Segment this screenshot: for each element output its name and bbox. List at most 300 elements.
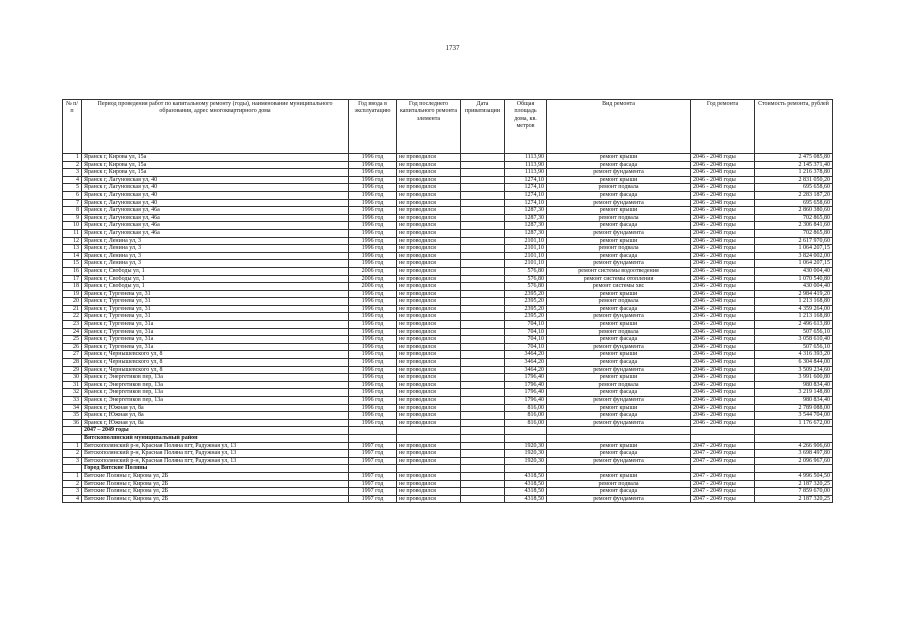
row-year-built: 1996 год bbox=[349, 161, 397, 169]
section-title: Город Вятские Поляны bbox=[82, 465, 349, 473]
row-number: 29 bbox=[63, 366, 82, 374]
row-year-built: 1997 год bbox=[349, 495, 397, 503]
row-year-built: 1996 год bbox=[349, 404, 397, 412]
row-privatization bbox=[461, 161, 505, 169]
row-privatization bbox=[461, 229, 505, 237]
row-repair-years: 2046 - 2048 годы bbox=[691, 191, 755, 199]
row-cost: 1 213 168,80 bbox=[755, 313, 833, 321]
row-cost: 507 656,10 bbox=[755, 343, 833, 351]
row-repair-type: ремонт фундамента bbox=[547, 343, 691, 351]
row-last-repair: не проводился bbox=[397, 229, 461, 237]
row-area: 1287,30 bbox=[505, 222, 547, 230]
row-privatization bbox=[461, 275, 505, 283]
row-year-built: 1996 год bbox=[349, 290, 397, 298]
empty-cell bbox=[397, 427, 461, 435]
row-repair-years: 2047 - 2049 годы bbox=[691, 480, 755, 488]
row-last-repair: не проводился bbox=[397, 222, 461, 230]
row-privatization bbox=[461, 199, 505, 207]
table-row bbox=[63, 328, 833, 336]
table-row bbox=[63, 176, 833, 184]
row-number: 13 bbox=[63, 245, 82, 253]
row-address: Яранск г, Тургенева ул, 31а bbox=[82, 328, 349, 336]
row-year-built: 1996 год bbox=[349, 207, 397, 215]
row-repair-years: 2046 - 2048 годы bbox=[691, 207, 755, 215]
row-repair-type: ремонт фундамента bbox=[547, 199, 691, 207]
row-area: 3464,20 bbox=[505, 359, 547, 367]
row-address: Яранск г, Чернышевского ул, 8 bbox=[82, 366, 349, 374]
row-year-built: 1996 год bbox=[349, 298, 397, 306]
page-number: 1737 bbox=[445, 44, 460, 52]
row-repair-years: 2046 - 2048 годы bbox=[691, 290, 755, 298]
empty-cell bbox=[547, 465, 691, 473]
row-year-built: 1996 год bbox=[349, 176, 397, 184]
header-num: № п/п bbox=[63, 100, 82, 154]
row-repair-type: ремонт фасада bbox=[547, 252, 691, 260]
header-privatization: Дата приватизации bbox=[461, 100, 505, 154]
row-year-built: 1996 год bbox=[349, 336, 397, 344]
row-year-built: 1997 год bbox=[349, 442, 397, 450]
row-repair-years: 2046 - 2048 годы bbox=[691, 366, 755, 374]
row-year-built: 1996 год bbox=[349, 222, 397, 230]
row-number: 22 bbox=[63, 313, 82, 321]
row-address: Вятские Поляны г, Кирова ул, 2Б bbox=[82, 472, 349, 480]
row-privatization bbox=[461, 298, 505, 306]
row-year-built: 1996 год bbox=[349, 389, 397, 397]
row-number: 5 bbox=[63, 184, 82, 192]
table-row bbox=[63, 214, 833, 222]
row-number: 1 bbox=[63, 154, 82, 162]
row-year-built: 1996 год bbox=[349, 419, 397, 427]
row-cost: 1 213 168,80 bbox=[755, 298, 833, 306]
row-address: Яранск г, Тургенева ул, 31а bbox=[82, 321, 349, 329]
row-number: 8 bbox=[63, 207, 82, 215]
table-row bbox=[63, 442, 833, 450]
row-repair-years: 2046 - 2048 годы bbox=[691, 267, 755, 275]
row-address: Яранск г, Лагуновская ул, 46а bbox=[82, 207, 349, 215]
row-address: Яранск г, Лагуновская ул, 46а bbox=[82, 229, 349, 237]
row-cost: 4 996 504,50 bbox=[755, 472, 833, 480]
row-last-repair: не проводился bbox=[397, 457, 461, 465]
row-number: 21 bbox=[63, 305, 82, 313]
row-repair-type: ремонт системы отопления bbox=[547, 275, 691, 283]
row-last-repair: не проводился bbox=[397, 381, 461, 389]
header-area: Общая площадь дома, кв. метров bbox=[505, 100, 547, 154]
empty-cell bbox=[755, 427, 833, 435]
row-repair-type: ремонт подвала bbox=[547, 381, 691, 389]
row-privatization bbox=[461, 184, 505, 192]
row-year-built: 1996 год bbox=[349, 260, 397, 268]
row-address: Вятскополянский р-н, Красная Поляна пгт, Радужная ул, 13 bbox=[82, 442, 349, 450]
table-row bbox=[63, 359, 833, 367]
row-year-built: 1997 год bbox=[349, 457, 397, 465]
row-address: Яранск г, Чернышевского ул, 8 bbox=[82, 351, 349, 359]
row-repair-type: ремонт крыши bbox=[547, 154, 691, 162]
table-row bbox=[63, 495, 833, 503]
row-area: 704,10 bbox=[505, 343, 547, 351]
row-privatization bbox=[461, 336, 505, 344]
row-number: 35 bbox=[63, 412, 82, 420]
row-cost: 980 834,40 bbox=[755, 381, 833, 389]
row-area: 2395,20 bbox=[505, 298, 547, 306]
row-repair-type: ремонт системы водоотведения bbox=[547, 267, 691, 275]
section-row bbox=[63, 465, 833, 473]
section-num-cell bbox=[63, 427, 82, 435]
row-repair-years: 2047 - 2049 годы bbox=[691, 457, 755, 465]
header-repair-years: Год ремонта bbox=[691, 100, 755, 154]
row-area: 1920,30 bbox=[505, 442, 547, 450]
row-address: Яранск г, Южная ул, 8а bbox=[82, 404, 349, 412]
table-row bbox=[63, 381, 833, 389]
row-last-repair: не проводился bbox=[397, 389, 461, 397]
row-cost: 3 991 600,80 bbox=[755, 374, 833, 382]
row-cost: 2 617 970,60 bbox=[755, 237, 833, 245]
row-year-built: 1997 год bbox=[349, 472, 397, 480]
row-repair-type: ремонт подвала bbox=[547, 480, 691, 488]
row-repair-years: 2047 - 2049 годы bbox=[691, 495, 755, 503]
table-row bbox=[63, 169, 833, 177]
header-year-built: Год ввода в эксплуатацию bbox=[349, 100, 397, 154]
row-address: Яранск г, Лагуновская ул, 40 bbox=[82, 199, 349, 207]
row-number: 6 bbox=[63, 191, 82, 199]
row-privatization bbox=[461, 397, 505, 405]
empty-cell bbox=[691, 434, 755, 442]
table-row bbox=[63, 480, 833, 488]
row-last-repair: не проводился bbox=[397, 366, 461, 374]
row-area: 2395,20 bbox=[505, 290, 547, 298]
row-last-repair: не проводился bbox=[397, 283, 461, 291]
row-address: Вятскополянский р-н, Красная Поляна пгт, Радужная ул, 13 bbox=[82, 457, 349, 465]
row-last-repair: не проводился bbox=[397, 252, 461, 260]
row-area: 4318,50 bbox=[505, 480, 547, 488]
row-address: Яранск г, Тургенева ул, 31а bbox=[82, 336, 349, 344]
row-privatization bbox=[461, 313, 505, 321]
row-cost: 695 658,60 bbox=[755, 199, 833, 207]
row-cost: 3 698 497,80 bbox=[755, 450, 833, 458]
table-row bbox=[63, 472, 833, 480]
row-privatization bbox=[461, 374, 505, 382]
row-privatization bbox=[461, 267, 505, 275]
row-repair-years: 2046 - 2048 годы bbox=[691, 404, 755, 412]
empty-cell bbox=[691, 465, 755, 473]
row-area: 1274,10 bbox=[505, 191, 547, 199]
row-repair-type: ремонт фасада bbox=[547, 359, 691, 367]
row-repair-type: ремонт фундамента bbox=[547, 495, 691, 503]
row-repair-years: 2046 - 2048 годы bbox=[691, 419, 755, 427]
row-number: 19 bbox=[63, 290, 82, 298]
row-area: 816,00 bbox=[505, 412, 547, 420]
row-year-built: 1997 год bbox=[349, 450, 397, 458]
row-repair-years: 2046 - 2048 годы bbox=[691, 336, 755, 344]
row-address: Вятские Поляны г, Кирова ул, 2Б bbox=[82, 480, 349, 488]
row-repair-type: ремонт крыши bbox=[547, 374, 691, 382]
row-number: 16 bbox=[63, 267, 82, 275]
row-repair-type: ремонт подвала bbox=[547, 184, 691, 192]
row-repair-years: 2046 - 2048 годы bbox=[691, 374, 755, 382]
row-address: Вятские Поляны г, Кирова ул, 2Б bbox=[82, 488, 349, 496]
row-number: 3 bbox=[63, 488, 82, 496]
row-area: 1920,30 bbox=[505, 457, 547, 465]
row-privatization bbox=[461, 480, 505, 488]
section-title: 2047 – 2049 годы bbox=[82, 427, 349, 435]
row-area: 704,10 bbox=[505, 328, 547, 336]
row-repair-years: 2046 - 2048 годы bbox=[691, 359, 755, 367]
row-privatization bbox=[461, 207, 505, 215]
row-repair-years: 2046 - 2048 годы bbox=[691, 169, 755, 177]
row-repair-type: ремонт фундамента bbox=[547, 313, 691, 321]
table-header-row bbox=[63, 100, 833, 154]
row-privatization bbox=[461, 381, 505, 389]
row-repair-type: ремонт фундамента bbox=[547, 419, 691, 427]
row-address: Яранск г, Тургенева ул, 31 bbox=[82, 290, 349, 298]
table-row bbox=[63, 184, 833, 192]
row-area: 1113,90 bbox=[505, 154, 547, 162]
row-year-built: 1996 год bbox=[349, 214, 397, 222]
row-repair-years: 2046 - 2048 годы bbox=[691, 154, 755, 162]
row-last-repair: не проводился bbox=[397, 374, 461, 382]
table-row bbox=[63, 397, 833, 405]
empty-cell bbox=[349, 427, 397, 435]
table-row bbox=[63, 313, 833, 321]
row-cost: 2 145 371,40 bbox=[755, 161, 833, 169]
row-address: Яранск г, Энергетиков пер, 13а bbox=[82, 397, 349, 405]
row-last-repair: не проводился bbox=[397, 207, 461, 215]
row-number: 26 bbox=[63, 343, 82, 351]
row-repair-years: 2046 - 2048 годы bbox=[691, 412, 755, 420]
table-row bbox=[63, 389, 833, 397]
row-number: 14 bbox=[63, 252, 82, 260]
row-last-repair: не проводился bbox=[397, 488, 461, 496]
row-area: 1287,30 bbox=[505, 229, 547, 237]
row-year-built: 2006 год bbox=[349, 275, 397, 283]
table-row bbox=[63, 161, 833, 169]
row-privatization bbox=[461, 389, 505, 397]
table-row bbox=[63, 229, 833, 237]
row-address: Яранск г, Лагуновская ул, 40 bbox=[82, 191, 349, 199]
row-year-built: 1996 год bbox=[349, 252, 397, 260]
table-row bbox=[63, 245, 833, 253]
row-repair-type: ремонт фасада bbox=[547, 305, 691, 313]
row-cost: 3 509 234,60 bbox=[755, 366, 833, 374]
row-repair-type: ремонт крыши bbox=[547, 404, 691, 412]
row-cost: 980 834,40 bbox=[755, 397, 833, 405]
table-row bbox=[63, 343, 833, 351]
row-address: Яранск г, Кирова ул, 15а bbox=[82, 161, 349, 169]
row-year-built: 1996 год bbox=[349, 245, 397, 253]
section-title: Вятскополянский муниципальный район bbox=[82, 434, 349, 442]
row-area: 4318,50 bbox=[505, 488, 547, 496]
row-last-repair: не проводился bbox=[397, 359, 461, 367]
row-cost: 4 316 393,20 bbox=[755, 351, 833, 359]
row-privatization bbox=[461, 283, 505, 291]
row-address: Яранск г, Тургенева ул, 31 bbox=[82, 298, 349, 306]
row-privatization bbox=[461, 222, 505, 230]
empty-cell bbox=[755, 465, 833, 473]
row-last-repair: не проводился bbox=[397, 480, 461, 488]
row-last-repair: не проводился bbox=[397, 336, 461, 344]
empty-cell bbox=[755, 434, 833, 442]
row-repair-years: 2046 - 2048 годы bbox=[691, 328, 755, 336]
row-privatization bbox=[461, 305, 505, 313]
row-repair-years: 2047 - 2049 годы bbox=[691, 472, 755, 480]
row-year-built: 1996 год bbox=[349, 366, 397, 374]
row-address: Яранск г, Кирова ул, 15а bbox=[82, 154, 349, 162]
row-last-repair: не проводился bbox=[397, 267, 461, 275]
row-number: 24 bbox=[63, 328, 82, 336]
row-year-built: 1996 год bbox=[349, 229, 397, 237]
row-repair-years: 2047 - 2049 годы bbox=[691, 442, 755, 450]
row-cost: 4 266 906,60 bbox=[755, 442, 833, 450]
row-repair-years: 2047 - 2049 годы bbox=[691, 488, 755, 496]
row-number: 34 bbox=[63, 404, 82, 412]
row-repair-type: ремонт крыши bbox=[547, 237, 691, 245]
header-repair-type: Вид ремонта bbox=[547, 100, 691, 154]
row-address: Яранск г, Лагуновская ул, 40 bbox=[82, 176, 349, 184]
row-cost: 2 283 187,20 bbox=[755, 191, 833, 199]
row-repair-years: 2046 - 2048 годы bbox=[691, 343, 755, 351]
row-last-repair: не проводился bbox=[397, 176, 461, 184]
table-row bbox=[63, 450, 833, 458]
row-area: 1113,90 bbox=[505, 169, 547, 177]
table-row bbox=[63, 305, 833, 313]
row-last-repair: не проводился bbox=[397, 245, 461, 253]
row-last-repair: не проводился bbox=[397, 290, 461, 298]
row-repair-years: 2046 - 2048 годы bbox=[691, 245, 755, 253]
row-year-built: 1996 год bbox=[349, 191, 397, 199]
row-cost: 695 658,60 bbox=[755, 184, 833, 192]
row-number: 1 bbox=[63, 472, 82, 480]
row-privatization bbox=[461, 472, 505, 480]
row-area: 576,80 bbox=[505, 283, 547, 291]
table-row bbox=[63, 267, 833, 275]
row-cost: 702 865,80 bbox=[755, 229, 833, 237]
row-address: Яранск г, Кирова ул, 15а bbox=[82, 169, 349, 177]
row-repair-years: 2046 - 2048 годы bbox=[691, 237, 755, 245]
row-privatization bbox=[461, 191, 505, 199]
section-num-cell bbox=[63, 465, 82, 473]
row-cost: 1 064 207,15 bbox=[755, 260, 833, 268]
row-area: 1274,10 bbox=[505, 184, 547, 192]
table-row bbox=[63, 290, 833, 298]
row-repair-type: ремонт крыши bbox=[547, 442, 691, 450]
row-repair-type: ремонт фундамента bbox=[547, 260, 691, 268]
row-repair-type: ремонт фасада bbox=[547, 450, 691, 458]
row-repair-type: ремонт фундамента bbox=[547, 457, 691, 465]
section-row bbox=[63, 427, 833, 435]
empty-cell bbox=[547, 427, 691, 435]
row-repair-type: ремонт подвала bbox=[547, 298, 691, 306]
row-repair-type: ремонт крыши bbox=[547, 207, 691, 215]
row-address: Яранск г, Ленина ул, 3 bbox=[82, 237, 349, 245]
row-privatization bbox=[461, 237, 505, 245]
row-last-repair: не проводился bbox=[397, 161, 461, 169]
row-last-repair: не проводился bbox=[397, 412, 461, 420]
row-cost: 1 064 207,15 bbox=[755, 245, 833, 253]
row-repair-years: 2046 - 2048 годы bbox=[691, 214, 755, 222]
row-privatization bbox=[461, 442, 505, 450]
header-cost: Стоимость ремонта, рублей bbox=[755, 100, 833, 154]
row-area: 1287,30 bbox=[505, 214, 547, 222]
row-last-repair: не проводился bbox=[397, 154, 461, 162]
row-cost: 2 187 320,25 bbox=[755, 480, 833, 488]
row-repair-type: ремонт фасада bbox=[547, 488, 691, 496]
row-number: 17 bbox=[63, 275, 82, 283]
row-cost: 3 219 148,80 bbox=[755, 389, 833, 397]
row-year-built: 1996 год bbox=[349, 321, 397, 329]
row-year-built: 1996 год bbox=[349, 381, 397, 389]
row-last-repair: не проводился bbox=[397, 495, 461, 503]
row-year-built: 1996 год bbox=[349, 412, 397, 420]
row-address: Яранск г, Тургенева ул, 31 bbox=[82, 305, 349, 313]
row-repair-years: 2046 - 2048 годы bbox=[691, 283, 755, 291]
row-area: 4318,50 bbox=[505, 472, 547, 480]
row-number: 10 bbox=[63, 222, 82, 230]
row-number: 36 bbox=[63, 419, 82, 427]
row-number: 30 bbox=[63, 374, 82, 382]
row-privatization bbox=[461, 450, 505, 458]
row-last-repair: не проводился bbox=[397, 169, 461, 177]
row-cost: 702 865,80 bbox=[755, 214, 833, 222]
header-period: Период проведения работ по капитальному ремонту (годы), наименование муниципального образования, адрес многоквартирного дома bbox=[82, 100, 349, 154]
row-repair-years: 2046 - 2048 годы bbox=[691, 161, 755, 169]
row-number: 4 bbox=[63, 495, 82, 503]
row-area: 1796,40 bbox=[505, 374, 547, 382]
row-address: Яранск г, Свободы ул, 1 bbox=[82, 275, 349, 283]
row-address: Яранск г, Тургенева ул, 31 bbox=[82, 313, 349, 321]
empty-cell bbox=[397, 434, 461, 442]
row-privatization bbox=[461, 359, 505, 367]
row-address: Яранск г, Энергетиков пер, 13а bbox=[82, 381, 349, 389]
empty-cell bbox=[505, 434, 547, 442]
row-address: Яранск г, Энергетиков пер, 13а bbox=[82, 389, 349, 397]
row-year-built: 1996 год bbox=[349, 359, 397, 367]
row-last-repair: не проводился bbox=[397, 442, 461, 450]
row-privatization bbox=[461, 245, 505, 253]
table-row bbox=[63, 404, 833, 412]
row-cost: 1 176 672,00 bbox=[755, 419, 833, 427]
row-privatization bbox=[461, 176, 505, 184]
row-privatization bbox=[461, 351, 505, 359]
row-area: 2395,20 bbox=[505, 313, 547, 321]
row-repair-years: 2046 - 2048 годы bbox=[691, 351, 755, 359]
row-repair-years: 2046 - 2048 годы bbox=[691, 260, 755, 268]
row-address: Яранск г, Южная ул, 8а bbox=[82, 412, 349, 420]
row-number: 28 bbox=[63, 359, 82, 367]
row-address: Вятскополянский р-н, Красная Поляна пгт, Радужная ул, 13 bbox=[82, 450, 349, 458]
row-area: 816,00 bbox=[505, 404, 547, 412]
row-repair-years: 2046 - 2048 годы bbox=[691, 229, 755, 237]
row-number: 15 bbox=[63, 260, 82, 268]
row-repair-years: 2046 - 2048 годы bbox=[691, 252, 755, 260]
row-year-built: 1996 год bbox=[349, 313, 397, 321]
row-cost: 6 304 844,00 bbox=[755, 359, 833, 367]
row-privatization bbox=[461, 343, 505, 351]
row-year-built: 1996 год bbox=[349, 351, 397, 359]
table-row bbox=[63, 252, 833, 260]
row-number: 2 bbox=[63, 480, 82, 488]
table-row bbox=[63, 222, 833, 230]
row-area: 576,80 bbox=[505, 267, 547, 275]
row-repair-type: ремонт системы хвс bbox=[547, 283, 691, 291]
empty-cell bbox=[397, 465, 461, 473]
row-last-repair: не проводился bbox=[397, 419, 461, 427]
row-address: Яранск г, Свободы ул, 1 bbox=[82, 267, 349, 275]
table-row bbox=[63, 419, 833, 427]
row-area: 2395,20 bbox=[505, 305, 547, 313]
empty-cell bbox=[461, 465, 505, 473]
row-cost: 2 475 085,80 bbox=[755, 154, 833, 162]
row-number: 12 bbox=[63, 237, 82, 245]
row-privatization bbox=[461, 290, 505, 298]
